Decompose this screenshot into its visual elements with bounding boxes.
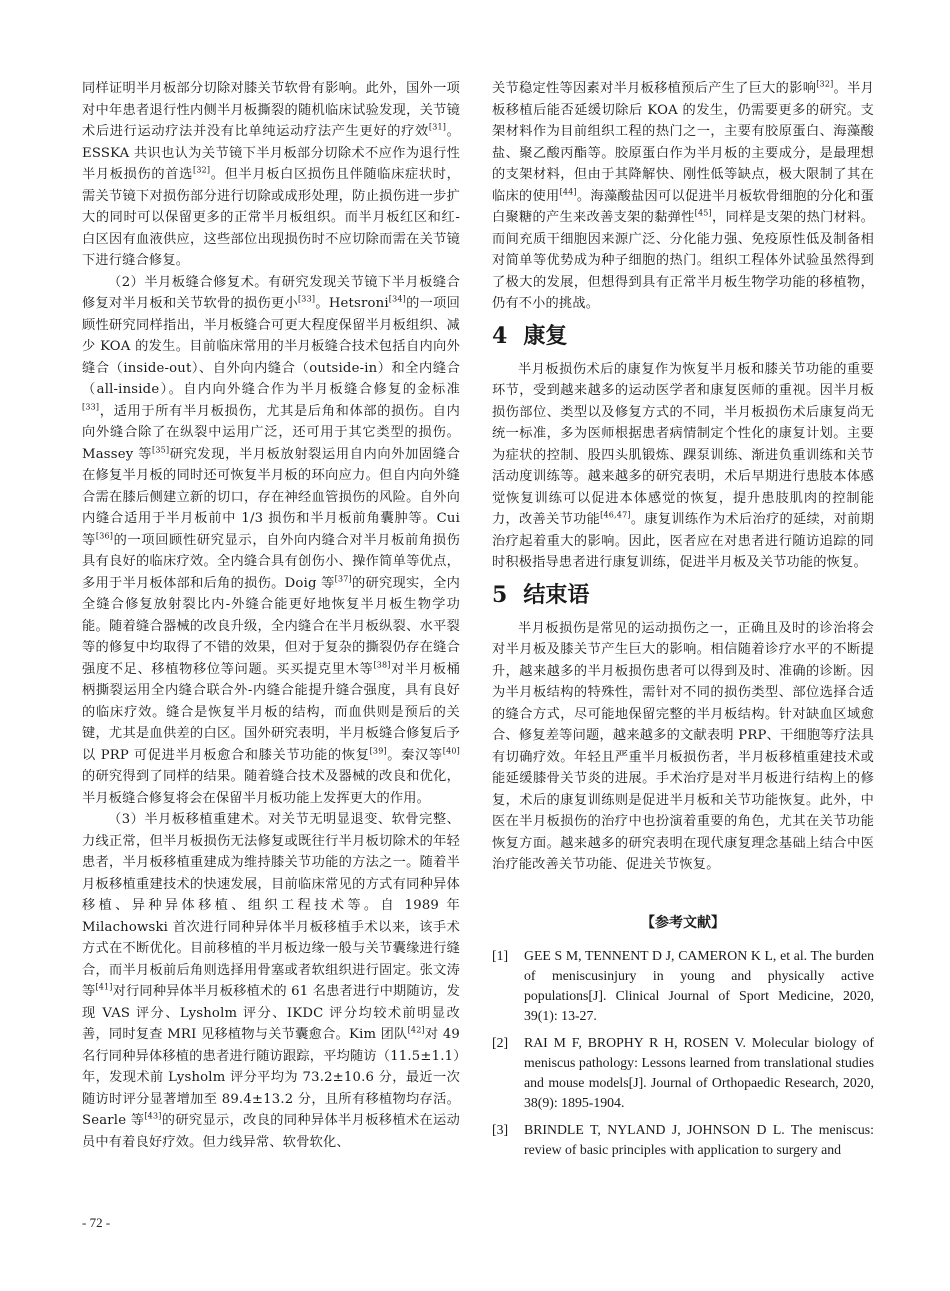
body-paragraph: 半月板损伤术后的康复作为恢复半月板和膝关节功能的重要环节，受到越来越多的运动医学者和康复医师的重视。因半月板损伤部位、类型以及修复方式的不同，半月板损伤术后康复尚无统一标准，多为医师根据患者病情制定个性化的康复计划。主要为症状的控制、股四头肌锻炼、踝泵训练、渐进负重训练和关节活动度训练等。越来越多的研究表明，术后早期进行患肢本体感觉恢复训练可以促进本体感觉的恢复，提升患肢肌肉的控制能力，改善关节功能[46,47]。康复训练作为术后治疗的延续，对前期治疗起着重大的影响。因此，医者应在对患者进行随访追踪的同时积极指导患者进行康复训练，促进半月板及关节功能的恢复。: [492, 361, 874, 570]
citation: [44]: [559, 187, 577, 197]
citation: [34]: [388, 294, 406, 304]
citation: [33]: [297, 294, 316, 304]
reference-item: [3] BRINDLE T, NYLAND J, JOHNSON D L. The meniscus: review of basic principles with application to surgery and: [492, 1121, 874, 1157]
citation: [36]: [95, 531, 114, 541]
citation: [46,47]: [600, 510, 631, 520]
citation: [42]: [407, 1025, 425, 1035]
reference-item: [2] RAI M F, BROPHY R H, ROSEN V. Molecular biology of meniscus pathology: Lessons learned from translational studies and mouse models[J]. Journal of Orthopaedic Research, 2020, 38(9): 1895-1904.: [492, 1034, 874, 1110]
references-title: 【参考文献】: [641, 914, 725, 931]
body-paragraph: 关节稳定性等因素对半月板移植预后产生了巨大的影响[32]。半月板移植后能否延缓切除后 KOA 的发生，仍需要更多的研究。支架材料作为目前组织工程的热门之一，主要有胶原蛋白、海藻酸盐、聚乙酸丙酯等。胶原蛋白作为半月板的主要成分，是最理想的支架材料，但由于其降解快、刚性低等缺点，极大限制了其在临床的使用[44]。海藻酸盐因可以促进半月板软骨细胞的分化和蛋白聚糖的产生来改善支架的黏弹性[45]，同样是支架的热门材料。而间充质干细胞因来源广泛、分化能力强、免疫原性低及制备相对简单等优势成为种子细胞的热门。组织工程体外试验虽然得到了极大的发展，但想得到具有正常半月板生物学功能的移植物，仍有不小的挑战。: [492, 79, 875, 311]
body-paragraph: 同样证明半月板部分切除对膝关节软骨有影响。此外，国外一项对中年患者退行性内侧半月板撕裂的随机临床试验发现，关节镜术后进行运动疗法并没有比单纯运动疗法产生更好的疗效[31]。ESSKA 共识也认为关节镜下半月板部分切除术不应作为退行性半月板损伤的首选[32]。但半月板白区损伤且伴随临床症状时，需关节镜下对损伤部分进行切除或成形处理，防止损伤进一步扩大的同时可以保留更多的正常半月板组织。而半月板红区和红-白区因有血液供应，这些部位出现损伤时不应切除而需在关节镜下进行缝合修复。: [82, 81, 461, 268]
section-heading-conclusion: 5 结束语: [492, 581, 590, 608]
citation: [32]: [816, 79, 834, 89]
body-paragraph: （2）半月板缝合修复术。有研究发现关节镜下半月板缝合修复对半月板和关节软骨的损伤更小[33]。Hetsroni[34]的一项回顾性研究同样指出，半月板缝合可更大程度保留半月板组织、减少 KOA 的发生。目前临床常用的半月板缝合技术包括自内向外缝合（inside-out）、自外向内缝合（outside-in）和全内缝合（all-inside）。自内向外缝合作为半月板缝合修复的金标准[33]，适用于所有半月板损伤，尤其是后角和体部的损伤。自内向外缝合除了在纵裂中运用广泛，还可用于其它类型的损伤。Massey 等[35]研究发现，半月板放射裂运用自内向外加固缝合在修复半月板的同时还可恢复半月板的环向应力。但自内向外缝合需在膝后侧建立新的切口，存在神经血管损伤的风险。自外向内缝合适用于半月板前中 1/3 损伤和半月板前角囊肿等。Cui 等[36]的一项回顾性研究显示，自外向内缝合对半月板前角损伤具有良好的临床疗效。全内缝合具有创伤小、操作简单等优点，多用于半月板体部和后角的损伤。Doig 等[37]的研究现实，全内全缝合修复放射裂比内-外缝合能更好地恢复半月板生物学功能。随着缝合器械的改良升级，全内缝合在半月板纵裂、水平裂等的修复中均取得了不错的效果，但对于复杂的撕裂仍存在缝合强度不足、移植物移位等问题。买买提克里木等[38]对半月板桶柄撕裂运用全内缝合联合外-内缝合能提升缝合强度，具有良好的临床疗效。缝合是恢复半月板的结构，而血供则是预后的关键，尤其是血供差的白区。国外研究表明，半月板缝合修复后予以 PRP 可促进半月板愈合和膝关节功能的恢复[39]。秦汉等[40]的研究得到了同样的结果。随着缝合技术及器械的改良和优化，半月板缝合修复将会在保留半月板功能上发挥更大的作用。: [82, 274, 461, 806]
citation: [45]: [694, 208, 712, 218]
citation: [41]: [95, 982, 113, 992]
citation: [40]: [442, 746, 460, 756]
citation: [32]: [193, 165, 211, 175]
citation: [35]: [152, 445, 170, 455]
citation: [33]: [82, 402, 100, 412]
reference-item: [1] GEE S M, TENNENT D J, CAMERON K L, et al. The burden of meniscusinjury in young and physically active populations[J]. Clinical Journal of Sport Medicine, 2020, 39(1): 13-27.: [492, 947, 874, 1023]
section-heading-rehab: 4 康复: [492, 322, 568, 349]
citation: [43]: [144, 1111, 162, 1121]
right-column: [492, 78, 874, 1167]
body-paragraph: （3）半月板移植重建术。对关节无明显退变、软骨完整、力线正常，但半月板损伤无法修复或既往行半月板切除术的年轻患者，半月板移植重建成为维持膝关节功能的方法之一。随着半月板移植重建技术的快速发展，目前临床常见的方式有同种异体移植、异种异体移植、组织工程技术等。自 1989 年 Milachowski 首次进行同种异体半月板移植手术以来，该手术方式在不断优化。目前移植的半月板边缘一般与关节囊缘进行缝合，而半月板前后角则选择用骨塞或者软组织进行固定。张文涛等[41]对行同种异体半月板移植术的 61 名患者进行中期随访，发现 VAS 评分、Lysholm 评分、IKDC 评分均较术前明显改善，同时复查 MRI 见移植物与关节囊愈合。Kim 团队[42]对 49 名行同种异体移植的患者进行随访跟踪，平均随访（11.5±1.1）年，发现术前 Lysholm 评分平均为 73.2±10.6 分，最近一次随访时评分显著增加至 89.4±13.2 分，且所有移植物均存活。Searle 等[43]的研究显示，改良的同种异体半月板移植术在运动员中有着良好疗效。但力线异常、软骨软化、: [82, 812, 461, 1150]
citation: [37]: [334, 574, 352, 584]
left-column: [82, 78, 460, 1153]
reference-list: [492, 946, 874, 1160]
citation: [38]: [373, 660, 391, 670]
citation: [39]: [369, 746, 387, 756]
page-number: - 72 -: [82, 1215, 111, 1230]
body-paragraph: 半月板损伤是常见的运动损伤之一，正确且及时的诊治将会对半月板及膝关节产生巨大的影响。相信随着诊疗水平的不断提升，越来越多的半月板损伤患者可以得到及时、准确的诊断。因为半月板结构的特殊性，需针对不同的损伤类型、部位选择合适的缝合方式，尽可能地保留完整的半月板结构。针对缺血区域愈合、修复差等问题，越来越多的文献表明 PRP、干细胞等疗法具有切确疗效。年轻且严重半月板损伤者，半月板移植重建技术或能延缓膝骨关节炎的进展。手术治疗是对半月板进行结构上的修复，术后的康复训练则是促进半月板和关节功能恢复。此外，中医在半月板损伤的治疗中也扮演着重要的角色，尤其在关节功能恢复方面。越来越多的研究表明在现代康复理念基础上结合中医治疗能改善关节功能、促进关节恢复。: [492, 620, 874, 872]
citation: [31]: [428, 122, 447, 132]
